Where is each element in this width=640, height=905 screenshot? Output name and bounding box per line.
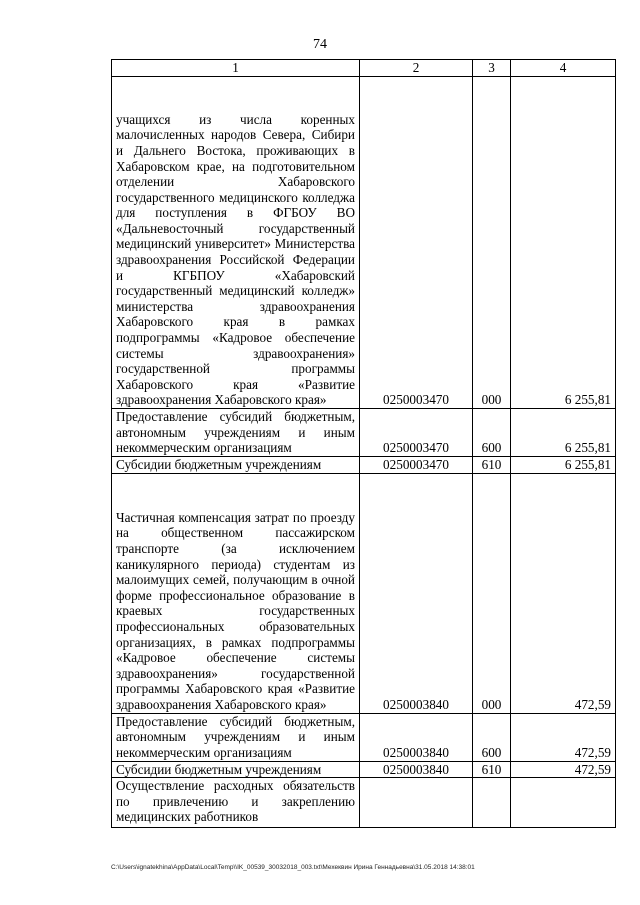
column-header-3: 3 bbox=[473, 60, 511, 77]
table-row bbox=[112, 473, 616, 713]
table-row bbox=[112, 761, 616, 778]
row-target-code: 0250003470 bbox=[360, 409, 473, 457]
column-header-1: 1 bbox=[112, 60, 360, 77]
row-description: Осуществление расходных обязательств по привлечению и закреплению медицинских работников bbox=[112, 778, 360, 828]
column-header-4: 4 bbox=[511, 60, 616, 77]
row-target-code: 0250003470 bbox=[360, 457, 473, 474]
row-amount: 472,59 bbox=[511, 761, 616, 778]
row-description: Предоставление субсидий бюджетным, автономным учреждениям и иным некоммерческим организациям bbox=[112, 713, 360, 761]
table-row bbox=[112, 778, 616, 828]
row-amount: 472,59 bbox=[511, 473, 616, 713]
file-path-footer: C:\Users\ignatekhina\AppData\Local\Temp\\IK_00539_30032018_003.txt\Мехеквин Ирина Геннадьевна\31.05.2018 14:38:01 bbox=[111, 864, 475, 871]
row-expense-type: 610 bbox=[473, 457, 511, 474]
column-header-2: 2 bbox=[360, 60, 473, 77]
page-number: 74 bbox=[313, 37, 327, 52]
row-amount: 6 255,81 bbox=[511, 457, 616, 474]
table-row bbox=[112, 457, 616, 474]
row-expense-type: 610 bbox=[473, 761, 511, 778]
table-row bbox=[112, 713, 616, 761]
row-target-code: 0250003840 bbox=[360, 761, 473, 778]
row-expense-type bbox=[473, 778, 511, 828]
row-target-code: 0250003840 bbox=[360, 473, 473, 713]
header-row bbox=[112, 60, 616, 77]
row-description: Частичная компенсация затрат по проезду на общественном пассажирском транспорте (за исключением каникулярного периода) студентам из малоимущих семей, получающим в очной форме профессиональное образование в краевых государственных профессиональных образовательных организациях, в рамках подпрограммы «Кадровое обеспечение системы здравоохранения» государственной программы Хабаровского края «Развитие здравоохранения Хабаровского края» bbox=[112, 473, 360, 713]
table-row bbox=[112, 77, 616, 409]
row-amount: 6 255,81 bbox=[511, 77, 616, 409]
row-target-code bbox=[360, 778, 473, 828]
row-target-code: 0250003470 bbox=[360, 77, 473, 409]
row-target-code: 0250003840 bbox=[360, 713, 473, 761]
row-expense-type: 000 bbox=[473, 473, 511, 713]
row-expense-type: 000 bbox=[473, 77, 511, 409]
budget-table bbox=[111, 59, 616, 828]
row-expense-type: 600 bbox=[473, 409, 511, 457]
table-row bbox=[112, 409, 616, 457]
row-description: Субсидии бюджетным учреждениям bbox=[112, 761, 360, 778]
row-expense-type: 600 bbox=[473, 713, 511, 761]
row-description: Предоставление субсидий бюджетным, автономным учреждениям и иным некоммерческим организациям bbox=[112, 409, 360, 457]
row-amount bbox=[511, 778, 616, 828]
row-description: Субсидии бюджетным учреждениям bbox=[112, 457, 360, 474]
row-description: учащихся из числа коренных малочисленных народов Севера, Сибири и Дальнего Востока, проживающих в Хабаровском крае, на подготовительном отделении Хабаровского государственного медицинского колледжа для поступления в ФГБОУ ВО «Дальневосточный государственный медицинский университет» Министерства здравоохранения Российской Федерации и КГБПОУ «Хабаровский государственный медицинский колледж» министерства здравоохранения Хабаровского края в рамках подпрограммы «Кадровое обеспечение системы здравоохранения» государственной программы Хабаровского края «Развитие здравоохранения Хабаровского края» bbox=[112, 77, 360, 409]
row-amount: 6 255,81 bbox=[511, 409, 616, 457]
row-amount: 472,59 bbox=[511, 713, 616, 761]
